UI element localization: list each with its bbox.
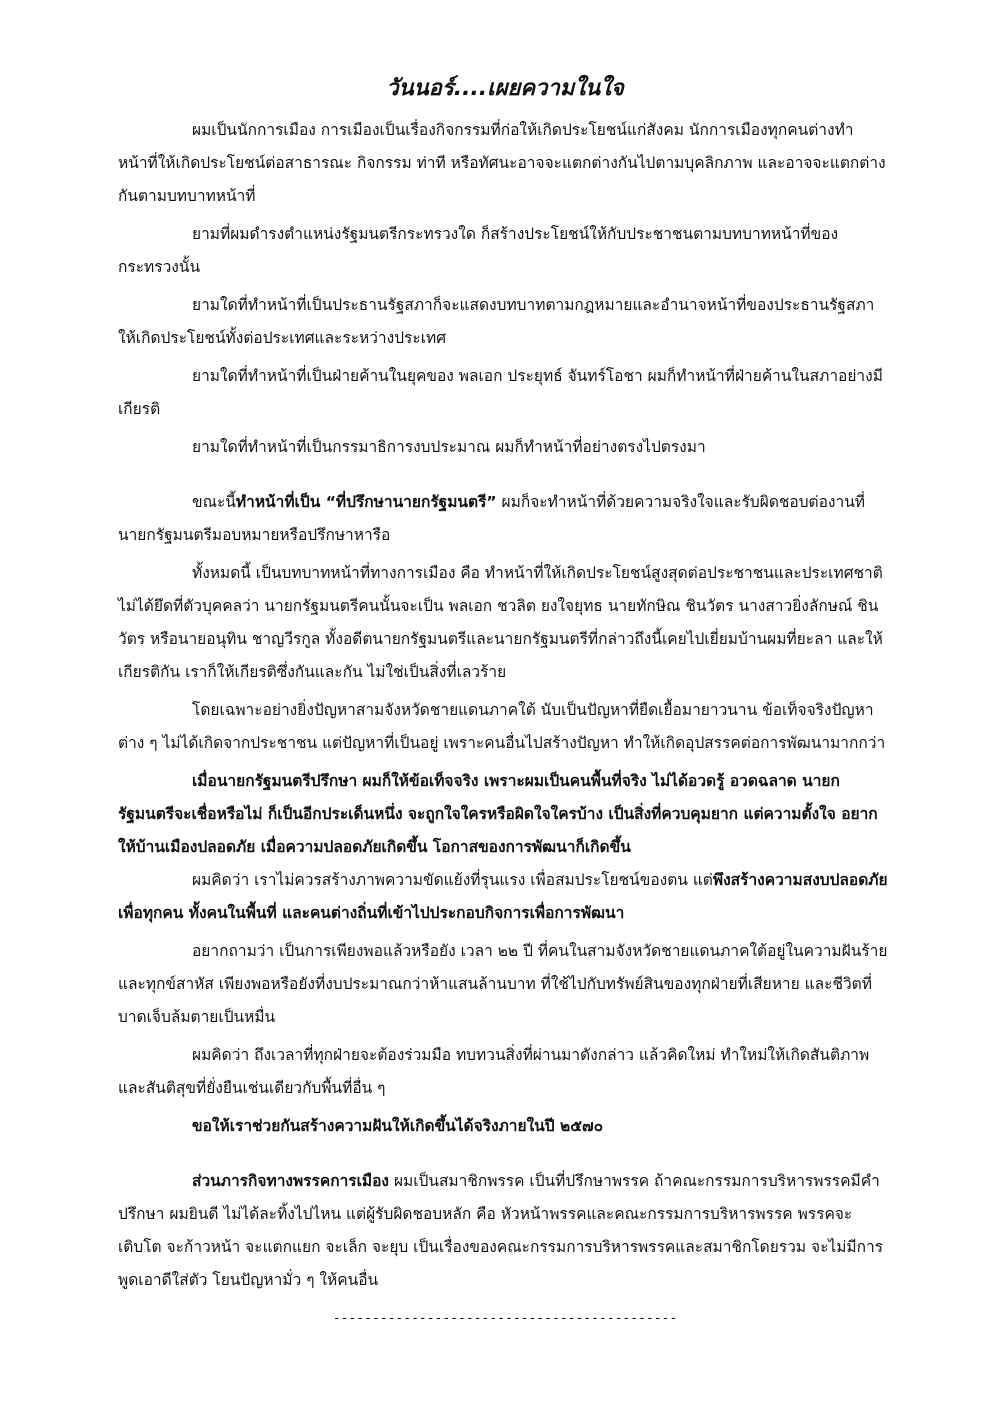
paragraph-11: อยากถามว่า เป็นการเพียงพอแล้วหรือยัง เวลา ๒๒ ปี ที่คนในสามจังหวัดชายแดนภาคใต้อยู่ในความฝันร้ายและทุกข์สาหัส เพียงพอหรือยังที่งบประมาณกว่าห้าแสนล้านบาท ที่ใช้ไปกับทรัพย์สินของทุกฝ่ายที่เสียหาย และชีวิตที่บาดเจ็บล้มตายเป็นหมื่น xyxy=(118,942,888,1026)
paragraph-5: ยามใดที่ทำหน้าที่เป็นกรรมาธิการงบประมาณ ผมก็ทำหน้าที่อย่างตรงไปตรงมา xyxy=(192,438,706,456)
paragraph-2: ยามที่ผมดำรงตำแหน่งรัฐมนตรีกระทรวงใด ก็สร้างประโยชน์ให้กับประชาชนตามบทบาทหน้าที่ของกระทรวงนั้น xyxy=(118,225,839,276)
closing-divider: -------------------------------------------- xyxy=(332,1311,678,1326)
paragraph-3: ยามใดที่ทำหน้าที่เป็นประธานรัฐสภาก็จะแสดงบทบาทตามกฎหมายและอำนาจหน้าที่ของประธานรัฐสภาให้เกิดประโยชน์ทั้งต่อประเทศและระหว่างประเทศ xyxy=(118,296,875,347)
paragraph-10 xyxy=(118,864,892,930)
paragraph-6 xyxy=(118,486,892,552)
paragraph-14-rest: ผมเป็นสมาชิกพรรค เป็นที่ปรึกษาพรรค ถ้าคณะกรรมการบริหารพรรคมีคำปรึกษา ผมยินดี ไม่ได้ละทิ้งไปไหน แต่ผู้รับผิดชอบหลัก คือ หัวหน้าพรรคและคณะกรรมการบริหารพรรค พรรคจะเติบโต จะก้าวหน้า จะแตกแยก จะเล็ก จะยุบ เป็นเรื่องของคณะกรรมการบริหารพรรคและสมาชิกโดยรวม จะไม่มีการพูดเอาดีใส่ตัว โยนปัญหามั่ว ๆ ให้คนอื่น xyxy=(118,1172,884,1289)
paragraph-14-emphasis: ส่วนภารกิจทางพรรคการเมือง xyxy=(192,1172,390,1190)
document-title: วันนอร์....เผยความในใจ xyxy=(386,76,624,101)
paragraph-13 xyxy=(118,1110,892,1143)
paragraph-9-emphasis: เมื่อนายกรัฐมนตรีปรึกษา ผมก็ให้ข้อเท็จจริง เพราะผมเป็นคนพื้นที่จริง ไม่ได้อวดรู้ อวดฉลาด นายกรัฐมนตรีจะเชื่อหรือไม่ ก็เป็นอีกประเด็นหนึ่ง จะถูกใจใครหรือผิดใจใครบ้าง เป็นสิ่งที่ควบคุมยาก แต่ความตั้งใจ อยากให้บ้านเมืองปลอดภัย เมื่อความปลอดภัยเกิดขึ้น โอกาสของการพัฒนาก็เกิดขึ้น xyxy=(118,772,878,856)
paragraph-14 xyxy=(118,1165,892,1297)
paragraph-10-emphasis: พึงสร้างความสงบปลอดภัยเพื่อทุกคน ทั้งคนในพื้นที่ และคนต่างถิ่นที่เข้าไปประกอบกิจการเพื่อการพัฒนา xyxy=(118,871,888,922)
paragraph-10-lead: ผมคิดว่า เราไม่ควรสร้างภาพความขัดแย้งที่รุนแรง เพื่อสมประโยชน์ของตน แต่ xyxy=(192,871,713,889)
paragraph-6-lead: ขณะนี้ xyxy=(192,493,236,511)
paragraph-6-rest: ผมก็จะทำหน้าที่ด้วยความจริงใจและรับผิดชอบต่องานที่นายกรัฐมนตรีมอบหมายหรือปรึกษาหารือ xyxy=(118,493,866,544)
paragraph-13-emphasis: ขอให้เราช่วยกันสร้างความฝันให้เกิดขึ้นได้จริงภายในปี ๒๕๗๐ xyxy=(192,1117,604,1135)
paragraph-9 xyxy=(118,765,892,864)
paragraph-4: ยามใดที่ทำหน้าที่เป็นฝ่ายค้านในยุคของ พลเอก ประยุทธ์ จันทร์โอชา ผมก็ทำหน้าที่ฝ่ายค้านในสภาอย่างมีเกียรติ xyxy=(118,367,883,418)
paragraph-6-emphasis: ทำหน้าที่เป็น “ที่ปรึกษานายกรัฐมนตรี” xyxy=(235,493,497,511)
paragraph-1: ผมเป็นนักการเมือง การเมืองเป็นเรื่องกิจกรรมที่ก่อให้เกิดประโยชน์แก่สังคม นักการเมืองทุกคนต่างทำหน้าที่ให้เกิดประโยชน์ต่อสาธารณะ กิจกรรม ท่าที หรือทัศนะอาจจะแตกต่างกันไปตามบุคลิกภาพ และอาจจะแตกต่างกันตามบทบาทหน้าที่ xyxy=(118,121,886,205)
paragraph-12: ผมคิดว่า ถึงเวลาที่ทุกฝ่ายจะต้องร่วมมือ ทบทวนสิ่งที่ผ่านมาดังกล่าว แล้วคิดใหม่ ทำใหม่ให้เกิดสันติภาพและสันติสุขที่ยั่งยืนเช่นเดียวกับพื้นที่อื่น ๆ xyxy=(118,1046,870,1097)
paragraph-8: โดยเฉพาะอย่างยิ่งปัญหาสามจังหวัดชายแดนภาคใต้ นับเป็นปัญหาที่ยืดเยื้อมายาวนาน ข้อเท็จจริงปัญหาต่าง ๆ ไม่ได้เกิดจากประชาชน แต่ปัญหาที่เป็นอยู่ เพราะคนอื่นไปสร้างปัญหา ทำให้เกิดอุปสรรคต่อการพัฒนามากกว่า xyxy=(118,701,886,752)
paragraph-7: ทั้งหมดนี้ เป็นบทบาทหน้าที่ทางการเมือง คือ ทำหน้าที่ให้เกิดประโยชน์สูงสุดต่อประชาชนและประเทศชาติ ไม่ได้ยึดที่ตัวบุคคลว่า นายกรัฐมนตรีคนนั้นจะเป็น พลเอก ชวลิต ยงใจยุทธ นายทักษิณ ชินวัตร นางสาวยิ่งลักษณ์ ชินวัตร หรือนายอนุทิน ชาญวีรกูล ทั้งอดีตนายกรัฐมนตรีและนายกรัฐมนตรีที่กล่าวถึงนี้เคยไปเยี่ยมบ้านผมที่ยะลา และให้เกียรติกัน เราก็ให้เกียรติซึ่งกันและกัน ไม่ใช่เป็นสิ่งที่เลวร้าย xyxy=(118,564,883,681)
